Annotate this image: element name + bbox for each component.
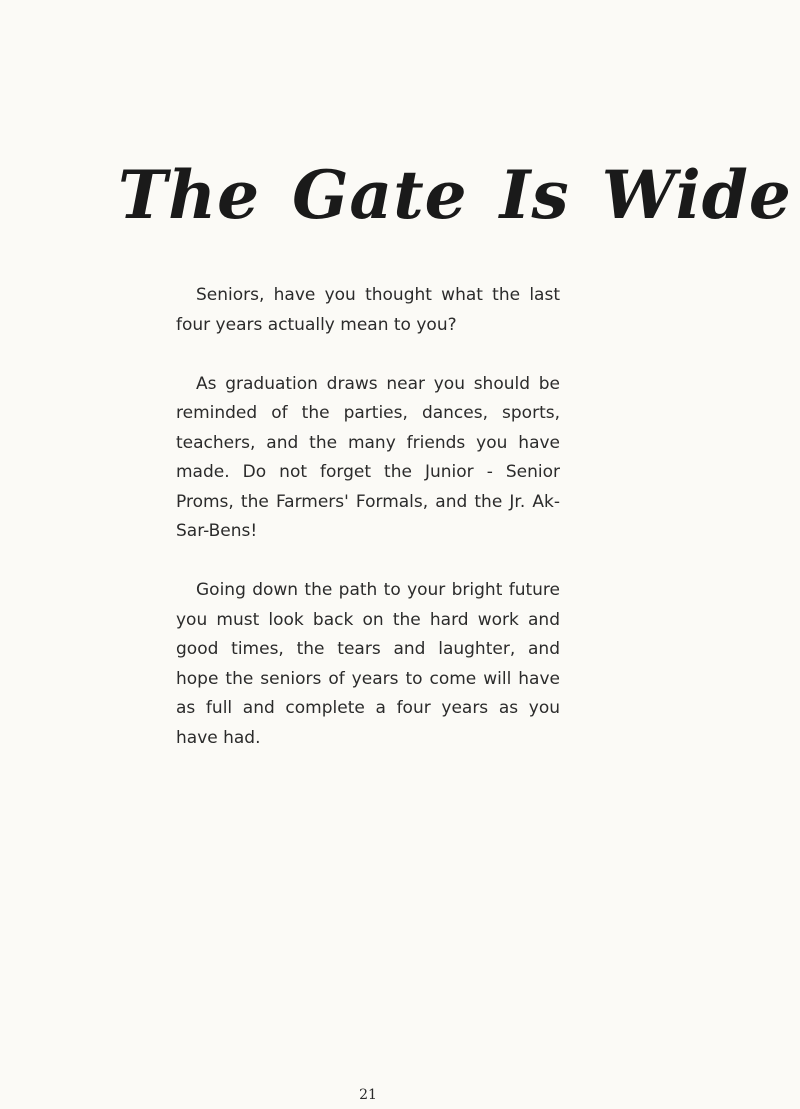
paragraph-2: As graduation draws near you should be reminded of the parties, dances, sports, teachers, and the many friends you have made. Do not forget the Junior - Senior Proms, the Farmers' Formals, and the Jr. Ak-Sar-Bens! bbox=[176, 373, 560, 541]
paragraph-3: Going down the path to your bright future you must look back on the hard work and good times, the tears and laughter, and hope the seniors of years to come will have as full and complete a four years as you have had. bbox=[176, 580, 560, 748]
body-text bbox=[176, 281, 560, 753]
page-number: 21 bbox=[359, 1087, 377, 1103]
paragraph-1: Seniors, have you thought what the last four years actually mean to you? bbox=[176, 285, 560, 335]
page-title: The Gate Is Wide bbox=[118, 156, 792, 234]
